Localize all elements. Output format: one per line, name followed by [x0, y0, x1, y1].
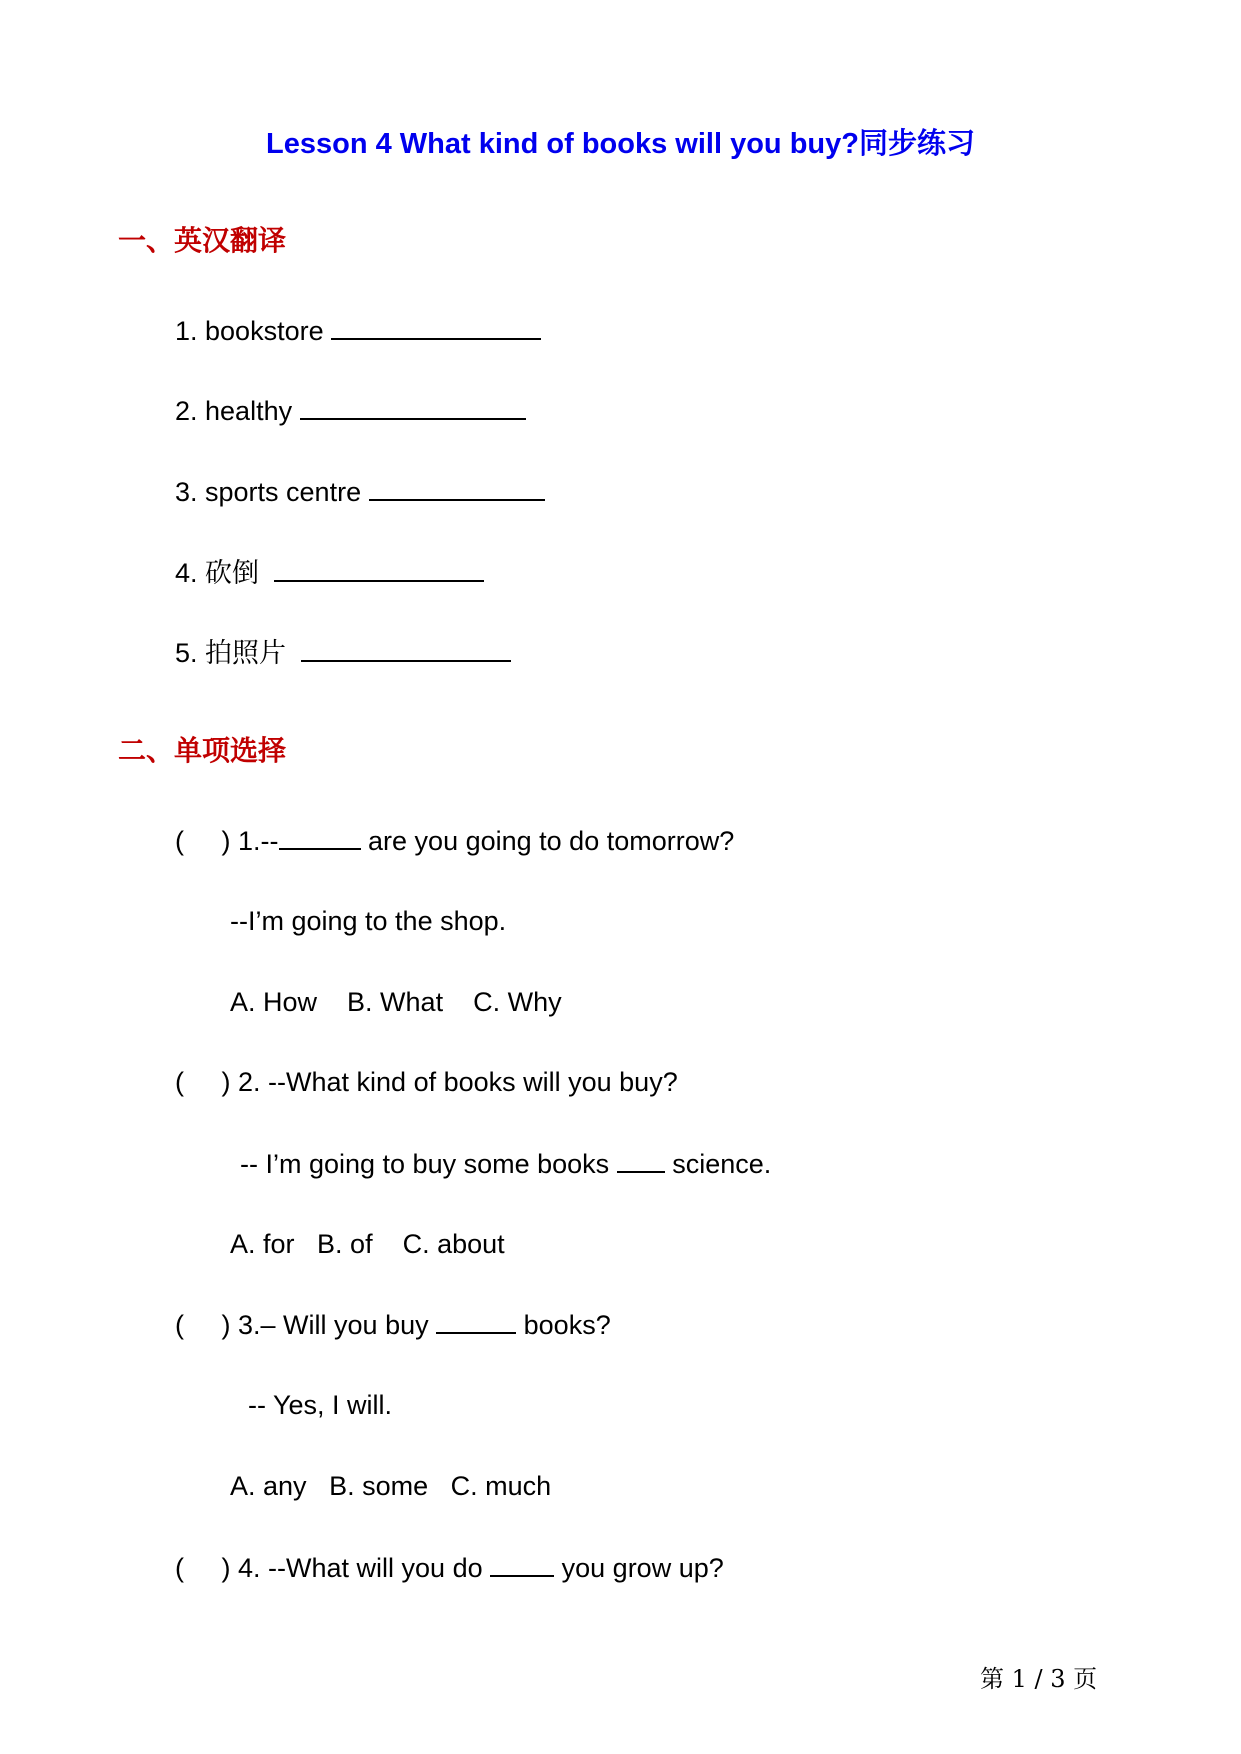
translation-prompt: 2. healthy — [175, 396, 293, 426]
question-4-stem — [175, 1549, 724, 1586]
answer-blank — [617, 1145, 665, 1173]
option-a: A. How — [230, 987, 318, 1017]
translation-prompt: 1. bookstore — [175, 316, 324, 346]
question-1-options — [230, 984, 562, 1020]
option-a: A. for — [230, 1229, 295, 1259]
translation-item-5 — [175, 634, 511, 671]
answer-blank — [274, 554, 484, 582]
option-b: B. What — [347, 987, 444, 1017]
question-2-answer — [240, 1145, 771, 1182]
option-c: C. much — [450, 1471, 552, 1501]
page-number: 第 1 / 3 页 — [980, 1665, 1098, 1693]
question-3-options — [230, 1468, 551, 1504]
answer-blank — [436, 1306, 516, 1334]
translation-item-3 — [175, 473, 545, 510]
question-3-stem — [175, 1306, 611, 1343]
answer-blank — [279, 822, 361, 850]
translation-prompt: 5. 拍照片 — [175, 638, 287, 668]
option-b: B. of — [317, 1229, 373, 1259]
question-text: books? — [523, 1310, 611, 1340]
question-3-answer: -- Yes, I will. — [248, 1390, 393, 1420]
answer-parentheses: ( ) — [175, 1553, 231, 1583]
question-text: 1.-- — [238, 826, 279, 856]
answer-blank — [301, 634, 511, 662]
question-text: you grow up? — [561, 1553, 724, 1583]
option-c: C. Why — [473, 987, 562, 1017]
page-title: Lesson 4 What kind of books will you buy?同步练习 — [266, 128, 975, 160]
question-text: 4. --What will you do — [238, 1553, 483, 1583]
answer-blank — [331, 312, 541, 340]
question-text: -- I’m going to buy some books — [240, 1149, 610, 1179]
question-text: are you going to do tomorrow? — [368, 826, 735, 856]
section-heading-translation: 一、英汉翻译 — [118, 224, 287, 257]
translation-prompt: 3. sports centre — [175, 477, 362, 507]
option-b: B. some — [329, 1471, 429, 1501]
translation-item-4 — [175, 554, 484, 591]
question-text: 2. --What kind of books will you buy? — [238, 1067, 678, 1097]
question-1-answer: --I’m going to the shop. — [230, 906, 507, 936]
section-heading-multiple-choice: 二、单项选择 — [118, 734, 287, 767]
question-2-options — [230, 1226, 505, 1262]
translation-prompt: 4. 砍倒 — [175, 558, 260, 588]
question-text: science. — [672, 1149, 772, 1179]
answer-parentheses: ( ) — [175, 1310, 231, 1340]
question-text: 3.– Will you buy — [238, 1310, 429, 1340]
answer-parentheses: ( ) — [175, 1067, 231, 1097]
translation-item-2 — [175, 392, 526, 429]
option-c: C. about — [402, 1229, 505, 1259]
answer-blank — [369, 473, 545, 501]
translation-item-1 — [175, 312, 541, 349]
answer-blank — [490, 1549, 554, 1577]
question-2-stem — [175, 1064, 678, 1100]
answer-parentheses: ( ) — [175, 826, 231, 856]
question-1-stem — [175, 822, 734, 859]
answer-blank — [300, 392, 526, 420]
option-a: A. any — [230, 1471, 307, 1501]
